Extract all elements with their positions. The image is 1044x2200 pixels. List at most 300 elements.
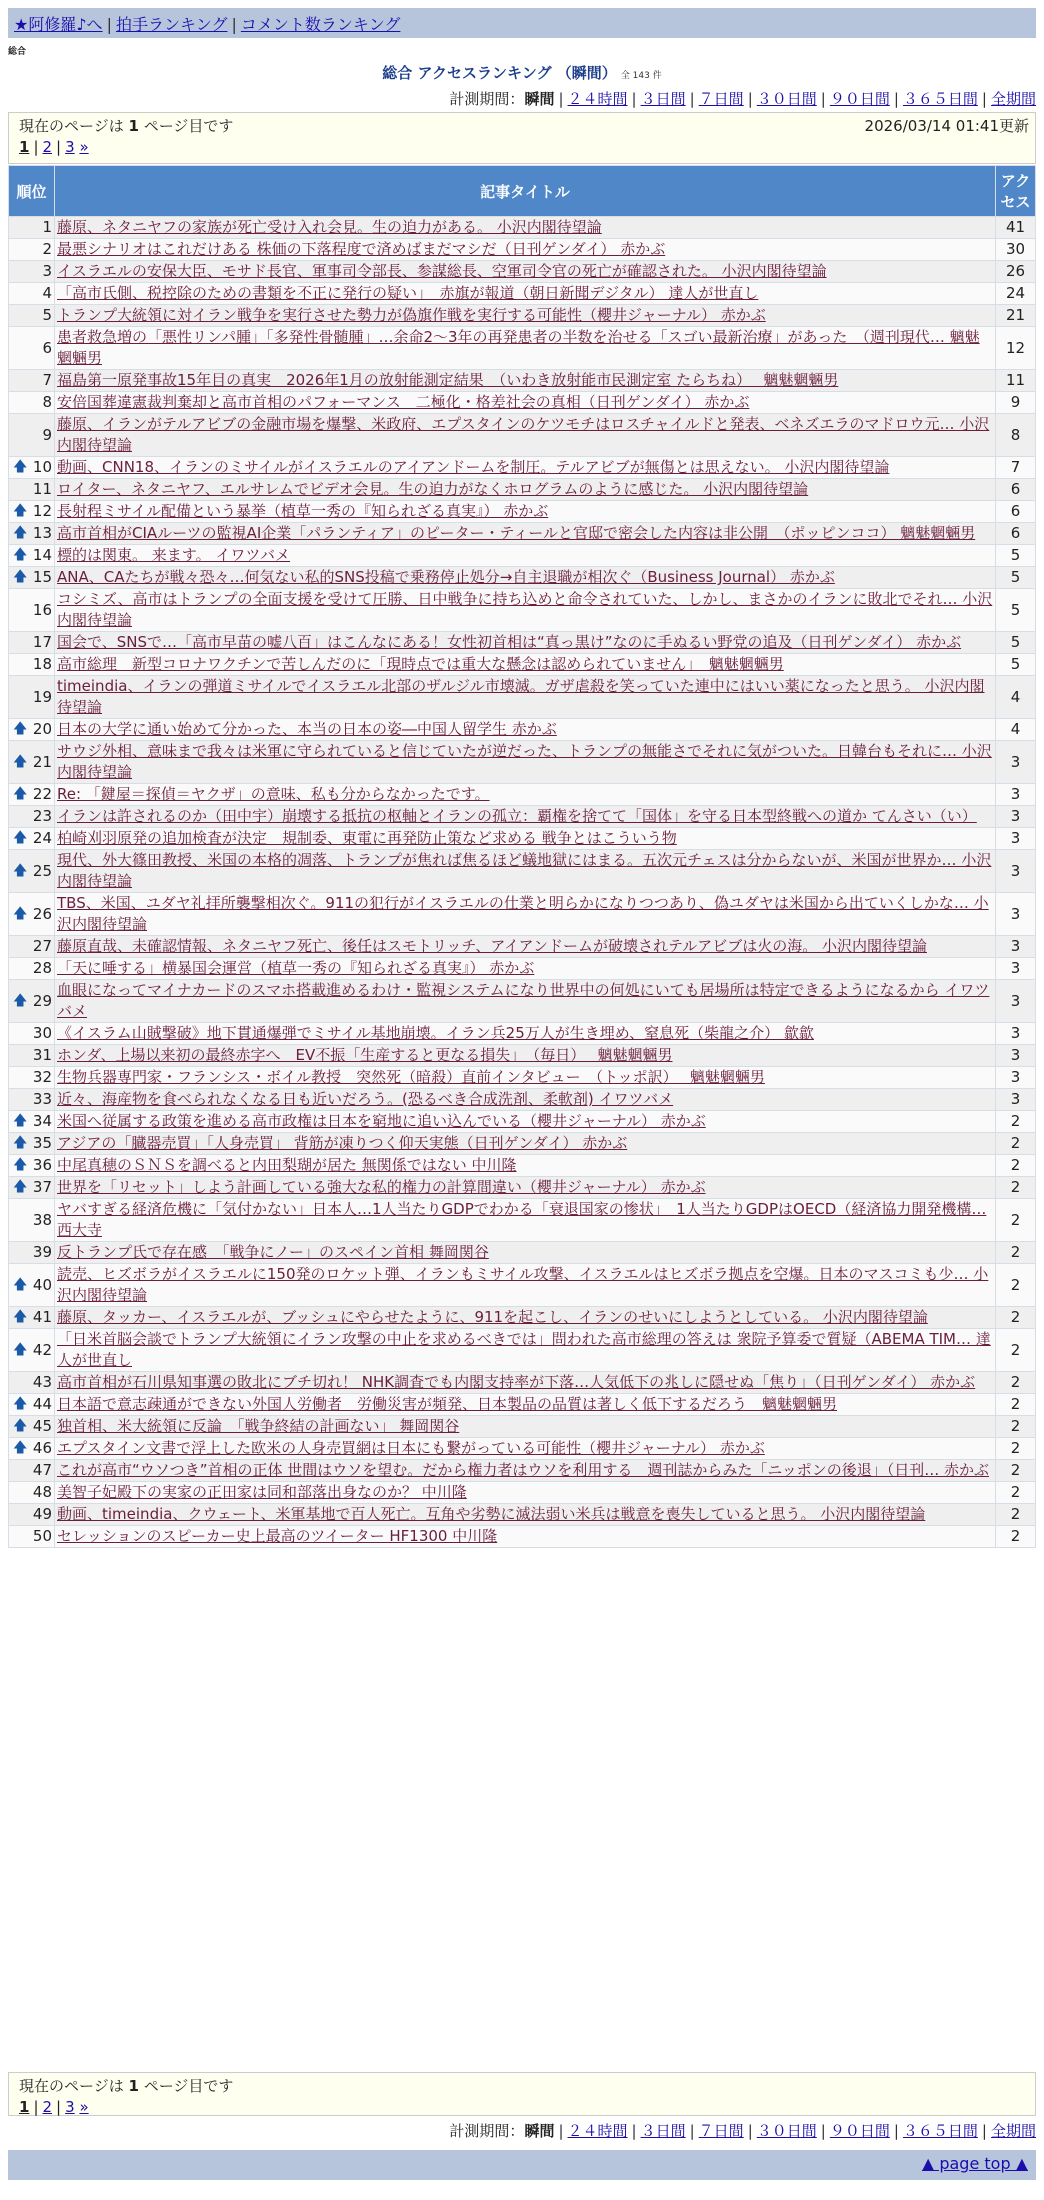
article-link[interactable]: TBS、米国、ユダヤ礼拝所襲撃相次ぐ。911の犯行がイスラエルの仕業と明らかになりつつあり、偽ユダヤは米国から出ていくしかな… 小沢内閣待望論 (57, 894, 989, 933)
rank-cell (9, 545, 55, 567)
rank-cell (9, 1023, 55, 1045)
period-link-all[interactable]: 全期間 (990, 2122, 1036, 2140)
access-count: 2 (996, 1155, 1036, 1177)
rank-number: 38 (32, 1210, 52, 1229)
title-cell (55, 567, 996, 589)
rank-number: 31 (32, 1046, 52, 1064)
rank-cell (9, 1482, 55, 1504)
title-cell (55, 850, 996, 893)
title-cell (55, 893, 996, 936)
rank-up-arrow-icon: 🡅 (13, 503, 28, 519)
table-row (9, 1482, 1036, 1504)
article-link[interactable]: コシミズ、高市はトランプの全面支援を受けて圧勝、日中戦争に持ち込めと命令されていた、しかし、まさかのイランに敗北でそれ… 小沢内閣待望論 (57, 590, 993, 629)
rank-number: 23 (32, 807, 52, 825)
article-link[interactable]: 生物兵器専門家・フランシス・ボイル教授 突然死（暗殺）直前インタビュー （トッポ訳） 魑魅魍魎男 (57, 1068, 765, 1086)
title-cell (55, 1307, 996, 1329)
rank-cell (9, 1438, 55, 1460)
table-row (9, 828, 1036, 850)
rank-cell (9, 523, 55, 545)
rank-number: 50 (32, 1527, 52, 1545)
rank-cell (9, 1089, 55, 1111)
rank-number: 45 (32, 1417, 52, 1435)
rank-cell (9, 1460, 55, 1482)
access-count: 2 (996, 1199, 1036, 1242)
table-row (9, 806, 1036, 828)
article-link[interactable]: セレッションのスピーカー史上最高のツイーター HF1300 中川隆 (57, 1527, 498, 1545)
article-link[interactable]: 独首相、米大統領に反論 「戦争終結の計画ない」 舞岡関谷 (57, 1417, 460, 1435)
rank-up-arrow-icon: 🡅 (13, 992, 28, 1009)
table-row (9, 1504, 1036, 1526)
article-link[interactable]: ANA、CAたちが戦々恐々…何気ない私的SNS投稿で乗務停止処分→自主退職が相次ぐ（Business Journal） 赤かぶ (57, 568, 835, 586)
article-link[interactable]: 動画、CNN18、イランのミサイルがイスラエルのアイアンドームを制圧。テルアビブが無傷とは思えない。 小沢内閣待望論 (57, 458, 890, 476)
rank-cell (9, 589, 55, 632)
rank-cell (9, 1177, 55, 1199)
rank-number: 25 (32, 861, 52, 880)
table-row (9, 1438, 1036, 1460)
title-cell (55, 1111, 996, 1133)
article-link[interactable]: 「高市氏側、税控除のための書類を不正に発行の疑い」 赤旗が報道（朝日新聞デジタル） 達人が世直し (57, 284, 759, 302)
access-count: 3 (996, 784, 1036, 806)
article-link[interactable]: エプスタイン文書で浮上した欧米の人身売買網は日本にも繋がっている可能性（櫻井ジャーナル） 赤かぶ (57, 1439, 765, 1457)
access-count: 2 (996, 1438, 1036, 1460)
rank-up-arrow-icon: 🡅 (13, 547, 28, 563)
rank-number: 30 (32, 1024, 52, 1042)
page-current: 1 (19, 138, 30, 156)
page-current: 1 (19, 2098, 30, 2116)
article-link[interactable]: イスラエルの安保大臣、モサド長官、軍事司令部長、参謀総長、空軍司令官の死亡が確認された。 小沢内閣待望論 (57, 262, 827, 280)
rank-cell (9, 479, 55, 501)
table-row (9, 479, 1036, 501)
period-link-90d[interactable]: ９０日間 (829, 90, 890, 108)
table-row (9, 936, 1036, 958)
title-cell (55, 414, 996, 457)
rank-up-arrow-icon: 🡅 (13, 1396, 28, 1412)
page-info-bottom (8, 2072, 1036, 2116)
rank-number: 46 (32, 1439, 52, 1457)
rank-up-arrow-icon: 🡅 (13, 753, 28, 770)
rank-number: 49 (32, 1505, 52, 1523)
rank-number: 21 (32, 752, 52, 771)
article-link[interactable]: 藤原、イランがテルアビブの金融市場を爆撃、米政府、エプスタインのケツモチはロスチャイルドと発表、ベネズエラのマドロウ元… 小沢内閣待望論 (57, 415, 990, 454)
access-count: 2 (996, 1460, 1036, 1482)
article-link[interactable]: 国会で、SNSで…「高市早苗の嘘八百」はこんなにある！女性初首相は“真っ黒け”なのに手ぬるい野党の追及（日刊ゲンダイ） 赤かぶ (57, 633, 962, 651)
page-next-link[interactable]: » (79, 138, 89, 156)
access-count: 24 (996, 283, 1036, 305)
table-row (9, 1460, 1036, 1482)
rank-up-arrow-icon: 🡅 (13, 569, 28, 585)
article-link[interactable]: 「日米首脳会談でトランプ大統領にイラン攻撃の中止を求めるべきでは」問われた高市総理の答えは 衆院予算委で質疑（ABEMA TIM… 達人が世直し (57, 1330, 991, 1369)
rank-up-arrow-icon: 🡅 (13, 1113, 28, 1129)
rank-up-arrow-icon: 🡅 (13, 1341, 28, 1358)
access-count: 2 (996, 1307, 1036, 1329)
article-link[interactable]: 反トランプ氏で存在感 「戦争にノー」のスペイン首相 舞岡関谷 (57, 1243, 489, 1261)
access-count: 21 (996, 305, 1036, 327)
table-row (9, 676, 1036, 719)
title-cell (55, 1177, 996, 1199)
footer-bar (8, 2150, 1036, 2180)
rank-number: 27 (32, 937, 52, 955)
article-link[interactable]: イランは許されるのか（田中宇）崩壊する抵抗の枢軸とイランの孤立：覇権を捨てて「国体」を守る日本型終戦への道か てんさい（い） (57, 807, 977, 825)
access-count: 6 (996, 501, 1036, 523)
rank-number: 15 (32, 568, 52, 586)
title-cell (55, 1504, 996, 1526)
article-link[interactable]: サウジ外相、意味まで我々は米軍に守られていると信じていたが逆だった、トランプの無能さでそれに気がついた。日韓台もそれに… 小沢内閣待望論 (57, 742, 992, 781)
article-link[interactable]: アジアの「臓器売買」「人身売買」 背筋が凍りつく仰天実態（日刊ゲンダイ） 赤かぶ (57, 1134, 628, 1152)
article-link[interactable]: 血眼になってマイナカードのスマホ搭載進めるわけ・監視システムになり世界中の何処にいても居場所は特定できるようになるから イワツバメ (57, 981, 990, 1020)
rank-cell (9, 1067, 55, 1089)
rank-number: 6 (42, 338, 52, 357)
article-link[interactable]: トランプ大統領に対イラン戦争を実行させた勢力が偽旗作戦を実行する可能性（櫻井ジャーナル） 赤かぶ (57, 306, 766, 324)
rank-cell (9, 1199, 55, 1242)
access-count: 2 (996, 1264, 1036, 1307)
table-row (9, 893, 1036, 936)
rank-number: 44 (32, 1395, 52, 1413)
access-count: 2 (996, 1133, 1036, 1155)
table-row (9, 1067, 1036, 1089)
title-cell (55, 1045, 996, 1067)
rank-up-arrow-icon: 🡅 (13, 905, 28, 922)
rank-cell (9, 261, 55, 283)
rank-number: 32 (32, 1068, 52, 1086)
title-cell (55, 589, 996, 632)
rank-number: 5 (42, 306, 52, 324)
article-link[interactable]: 日本語で意志疎通ができない外国人労働者 労働災害が頻発、日本製品の品質は著しく低下するだろう 魑魅魍魎男 (57, 1395, 838, 1413)
table-row (9, 850, 1036, 893)
pagination: 1 | 2 | 3 » (19, 138, 89, 156)
table-row (9, 719, 1036, 741)
rank-cell (9, 457, 55, 479)
access-count: 5 (996, 567, 1036, 589)
separator: | (231, 15, 237, 34)
access-count: 2 (996, 1504, 1036, 1526)
rank-number: 39 (32, 1243, 52, 1261)
table-row (9, 1155, 1036, 1177)
rank-number: 14 (32, 546, 52, 564)
rank-number: 18 (32, 655, 52, 673)
period-link-3d[interactable]: ３日間 (640, 2122, 686, 2140)
rank-number: 43 (32, 1373, 52, 1391)
article-link[interactable]: 長射程ミサイル配備という暴挙（植草一秀の『知られざる真実』） 赤かぶ (57, 502, 549, 520)
title-cell (55, 1416, 996, 1438)
access-count: 3 (996, 1067, 1036, 1089)
article-link[interactable]: ロイター、ネタニヤフ、エルサレムでビデオ会見。生の迫力がなくホログラムのように感じた。 小沢内閣待望論 (57, 480, 809, 498)
article-link[interactable]: 高市首相がCIAルーツの監視AI企業「パランティア」のピーター・ティールと官邸で密会した内容は非公開 （ポッピンココ） 魑魅魍魎男 (57, 524, 976, 542)
access-count: 2 (996, 1111, 1036, 1133)
table-row (9, 654, 1036, 676)
title-cell (55, 654, 996, 676)
article-link[interactable]: 福島第一原発事故15年目の真実 2026年1月の放射能測定結果 （いわき放射能市民測定室 たらちね） 魑魅魍魎男 (57, 371, 839, 389)
rank-cell (9, 741, 55, 784)
article-link[interactable]: 標的は関東。 来ます。 イワツバメ (57, 546, 291, 564)
article-link[interactable]: 読売、ヒズボラがイスラエルに150発のロケット弾、イランもミサイル攻撃、イスラエルはヒズボラ拠点を空爆。日本のマスコミも少… 小沢内閣待望論 (57, 1265, 989, 1304)
rank-cell (9, 632, 55, 654)
rank-number: 28 (32, 959, 52, 977)
access-count: 5 (996, 654, 1036, 676)
period-label: 計測期間： (449, 90, 525, 108)
rank-number: 11 (32, 480, 52, 498)
access-count: 6 (996, 479, 1036, 501)
title-cell (55, 1199, 996, 1242)
rank-up-arrow-icon: 🡅 (13, 862, 28, 879)
table-row (9, 414, 1036, 457)
access-count: 9 (996, 392, 1036, 414)
title-cell (55, 1329, 996, 1372)
access-count: 3 (996, 1089, 1036, 1111)
period-link-7d[interactable]: ７日間 (698, 2122, 744, 2140)
page-link-3[interactable]: 3 (65, 2098, 75, 2116)
article-link[interactable]: 中尾真穂のＳＮＳを調べると内田梨瑚が居た 無関係ではない 中川隆 (57, 1156, 517, 1174)
nav-link-comment-ranking[interactable]: コメント数ランキング (240, 15, 401, 34)
ranking-title: 総合 アクセスランキング （瞬間） (382, 64, 617, 82)
rank-number: 48 (32, 1483, 52, 1501)
title-cell (55, 1482, 996, 1504)
rank-cell (9, 980, 55, 1023)
table-row (9, 741, 1036, 784)
period-current: 瞬間 (524, 2122, 555, 2140)
rank-up-arrow-icon: 🡅 (13, 459, 28, 475)
access-count: 3 (996, 1045, 1036, 1067)
access-count: 12 (996, 327, 1036, 370)
access-count: 2 (996, 1394, 1036, 1416)
rank-number: 1 (42, 218, 52, 236)
article-link[interactable]: 「天に唾する」横暴国会運営（植草一秀の『知られざる真実』） 赤かぶ (57, 959, 535, 977)
nav-link-asyura-home[interactable]: ★阿修羅♪へ (14, 15, 103, 34)
table-row (9, 1526, 1036, 1548)
title-cell (55, 958, 996, 980)
period-link-7d[interactable]: ７日間 (698, 90, 744, 108)
title-cell (55, 741, 996, 784)
rank-cell (9, 850, 55, 893)
table-row (9, 239, 1036, 261)
table-row (9, 501, 1036, 523)
rank-cell (9, 217, 55, 239)
rank-number: 13 (32, 524, 52, 542)
period-link-all[interactable]: 全期間 (990, 90, 1036, 108)
rank-up-arrow-icon: 🡅 (13, 1440, 28, 1456)
access-count: 26 (996, 261, 1036, 283)
period-link-365d[interactable]: ３６５日間 (902, 2122, 978, 2140)
rank-number: 16 (32, 600, 52, 619)
period-link-24h[interactable]: ２４時間 (567, 2122, 628, 2140)
table-row (9, 457, 1036, 479)
article-link[interactable]: timeindia、イランの弾道ミサイルでイスラエル北部のザルジル市壊滅。ガザ虐殺を笑っていた連中にはいい薬になったと思う。 小沢内閣待望論 (57, 677, 985, 716)
table-header-row (9, 166, 1036, 217)
access-count: 2 (996, 1482, 1036, 1504)
title-cell (55, 1242, 996, 1264)
access-count: 7 (996, 457, 1036, 479)
article-link[interactable]: 米国へ従属する政策を進める高市政権は日本を窮地に追い込んでいる（櫻井ジャーナル） 赤かぶ (57, 1112, 706, 1130)
article-link[interactable]: 柏崎刈羽原発の追加検査が決定 規制委、東電に再発防止策など求める 戦争とはこういう物 (57, 829, 677, 847)
rank-cell (9, 828, 55, 850)
rank-up-arrow-icon: 🡅 (13, 1157, 28, 1173)
article-link[interactable]: ホンダ、上場以来初の最終赤字へ EV不振「生産すると更なる損失」 （毎日） 魑魅魍魎男 (57, 1046, 673, 1064)
article-link[interactable]: 美智子妃殿下の実家の正田家は同和部落出身なのか？ 中川隆 (57, 1483, 467, 1501)
access-count: 5 (996, 589, 1036, 632)
rank-number: 9 (42, 425, 52, 444)
article-link[interactable]: 世界を「リセット」しよう計画している強大な私的権力の計算間違い（櫻井ジャーナル） 赤かぶ (57, 1178, 706, 1196)
table-row (9, 1307, 1036, 1329)
title-cell (55, 784, 996, 806)
rank-cell (9, 1264, 55, 1307)
rank-cell (9, 305, 55, 327)
rank-cell (9, 654, 55, 676)
article-link[interactable]: Re: 「鍵屋＝探偵＝ヤクザ」の意味、私も分からなかったです。 (57, 785, 490, 803)
article-link[interactable]: 患者救急増の「悪性リンパ腫」「多発性骨髄腫」…余命2～3年の再発患者の半数を治せる「スゴい最新治療」があった （週刊現代… 魑魅魍魎男 (57, 328, 980, 367)
rank-number: 12 (32, 502, 52, 520)
current-page-text: 現在のページは 1 ページ目です (19, 2077, 234, 2095)
period-link-365d[interactable]: ３６５日間 (902, 90, 978, 108)
period-link-90d[interactable]: ９０日間 (829, 2122, 890, 2140)
pagination: 1 | 2 | 3 » (19, 2098, 89, 2116)
access-count: 3 (996, 893, 1036, 936)
table-row (9, 980, 1036, 1023)
title-cell (55, 392, 996, 414)
rank-cell (9, 283, 55, 305)
title-cell (55, 479, 996, 501)
table-row (9, 1111, 1036, 1133)
title-cell (55, 980, 996, 1023)
page-link-3[interactable]: 3 (65, 138, 75, 156)
article-link[interactable]: 日本の大学に通い始めて分かった、本当の日本の姿―中国人留学生 赤かぶ (57, 720, 557, 738)
rank-number: 2 (42, 240, 52, 258)
table-row (9, 1329, 1036, 1372)
table-row (9, 784, 1036, 806)
title-cell (55, 1089, 996, 1111)
period-current: 瞬間 (524, 90, 555, 108)
table-row (9, 958, 1036, 980)
title-cell (55, 1394, 996, 1416)
total-count: 全 143 件 (620, 71, 662, 81)
access-count: 3 (996, 936, 1036, 958)
rank-cell (9, 1133, 55, 1155)
rank-cell (9, 893, 55, 936)
title-cell (55, 1133, 996, 1155)
table-row (9, 305, 1036, 327)
page-info-top (8, 112, 1036, 164)
access-count: 2 (996, 1242, 1036, 1264)
rank-cell (9, 327, 55, 370)
title-cell (55, 828, 996, 850)
title-cell (55, 523, 996, 545)
table-row (9, 1242, 1036, 1264)
rank-cell (9, 392, 55, 414)
table-row (9, 1199, 1036, 1242)
article-link[interactable]: 藤原、ネタニヤフの家族が死亡受け入れ会見。生の迫力がある。 小沢内閣待望論 (57, 218, 602, 236)
title-cell (55, 501, 996, 523)
article-link[interactable]: 《イスラム山賊撃破》地下貫通爆弾でミサイル基地崩壊。イラン兵25万人が生き埋め、窒息死（柴龍之介） 歙歙 (57, 1024, 814, 1042)
rank-cell (9, 567, 55, 589)
period-link-24h[interactable]: ２４時間 (567, 90, 628, 108)
rank-cell (9, 414, 55, 457)
article-link[interactable]: 安倍国葬違憲裁判棄却と高市首相のパフォーマンス 二極化・格差社会の真相（日刊ゲンダイ） 赤かぶ (57, 393, 750, 411)
rank-cell (9, 1526, 55, 1548)
table-row (9, 1023, 1036, 1045)
table-row (9, 523, 1036, 545)
rank-cell (9, 1155, 55, 1177)
current-page-text: 現在のページは 1 ページ目です (19, 117, 234, 135)
table-row (9, 1133, 1036, 1155)
rank-number: 7 (42, 371, 52, 389)
period-link-30d[interactable]: ３０日間 (756, 2122, 817, 2140)
title-cell (55, 1372, 996, 1394)
title-cell (55, 1460, 996, 1482)
rank-up-arrow-icon: 🡅 (13, 721, 28, 737)
rank-cell (9, 958, 55, 980)
rank-number: 36 (32, 1156, 52, 1174)
table-row (9, 1089, 1036, 1111)
access-count: 11 (996, 370, 1036, 392)
access-count: 5 (996, 632, 1036, 654)
table-row (9, 567, 1036, 589)
period-link-3d[interactable]: ３日間 (640, 90, 686, 108)
access-count: 6 (996, 523, 1036, 545)
access-count: 2 (996, 1329, 1036, 1372)
article-link[interactable]: 最悪シナリオはこれだけある 株価の下落程度で済めばまだマシだ（日刊ゲンダイ） 赤かぶ (57, 240, 666, 258)
table-row (9, 327, 1036, 370)
access-count: 5 (996, 545, 1036, 567)
article-link[interactable]: これが高市“ウソつき”首相の正体 世間はウソを望む。だから権力者はウソを利用する 週刊誌からみた「ニッポンの後退」（日刊… 赤かぶ (57, 1461, 989, 1479)
nav-link-applause-ranking[interactable]: 拍手ランキング (115, 15, 228, 34)
rank-number: 29 (32, 991, 52, 1010)
article-link[interactable]: 高市総理 新型コロナワクチンで苦しんだのに「現時点では重大な懸念は認められていません」 魑魅魍魎男 (57, 655, 784, 673)
header-title: 記事タイトル (55, 166, 996, 217)
rank-cell (9, 501, 55, 523)
access-count: 3 (996, 1023, 1036, 1045)
article-link[interactable]: 動画、timeindia、クウェート、米軍基地で百人死亡。互角や劣勢に滅法弱い米兵は戦意を喪失していると思う。 小沢内閣待望論 (57, 1505, 926, 1523)
article-link[interactable]: 現代、外大篠田教授、米国の本格的凋落、トランプが焦れば焦るほど蟻地獄にはまる。五次元チェスは分からないが、米国が世界か… 小沢内閣待望論 (57, 851, 992, 890)
page-top-link[interactable]: ▲ page top ▲ (921, 2154, 1028, 2173)
title-cell (55, 1067, 996, 1089)
page-link-2[interactable]: 2 (42, 2098, 53, 2116)
rank-up-arrow-icon: 🡅 (13, 1135, 28, 1151)
table-row (9, 370, 1036, 392)
access-count: 3 (996, 850, 1036, 893)
period-selector-top: 計測期間：瞬間 | ２４時間 | ３日間 | ７日間 | ３０日間 | ９０日間 | ３６５日間 | 全期間 (449, 90, 1036, 108)
rank-up-arrow-icon: 🡅 (13, 1179, 28, 1195)
rank-number: 3 (42, 262, 52, 280)
article-link[interactable]: 藤原、タッカー、イスラエルが、ブッシュにやらせたように、911を起こし、イランのせいにしようとしている。 小沢内閣待望論 (57, 1308, 928, 1326)
rank-cell (9, 370, 55, 392)
access-count: 3 (996, 806, 1036, 828)
article-link[interactable]: 藤原直哉、未確認情報、ネタニヤフ死亡、後任はスモトリッチ、アイアンドームが破壊されテルアビブは火の海。 小沢内閣待望論 (57, 937, 927, 955)
rank-number: 26 (32, 904, 52, 923)
access-count: 2 (996, 1372, 1036, 1394)
rank-cell (9, 1045, 55, 1067)
title-cell (55, 936, 996, 958)
page-next-link[interactable]: » (79, 2098, 89, 2116)
rank-up-arrow-icon: 🡅 (13, 786, 28, 802)
article-link[interactable]: 近々、海産物を食べられなくなる日も近いだろう。(恐るべき合成洗剤、柔軟剤) イワツバメ (57, 1090, 674, 1108)
rank-cell (9, 1416, 55, 1438)
header-rank: 順位 (9, 166, 55, 217)
title-cell (55, 1155, 996, 1177)
rank-number: 20 (32, 720, 52, 738)
rank-number: 22 (32, 785, 52, 803)
period-link-30d[interactable]: ３０日間 (756, 90, 817, 108)
article-link[interactable]: ヤバすぎる経済危機に「気付かない」日本人…1人当たりGDPでわかる「衰退国家の惨状」 1人当たりGDPはOECD（経済協力開発機構… 西大寺 (57, 1200, 987, 1239)
access-count: 41 (996, 217, 1036, 239)
updated-timestamp: 2026/03/14 01:41更新 (864, 117, 1029, 135)
rank-number: 19 (32, 687, 52, 706)
access-count: 2 (996, 1526, 1036, 1548)
rank-number: 40 (32, 1275, 52, 1294)
title-cell (55, 632, 996, 654)
page-link-2[interactable]: 2 (42, 138, 53, 156)
title-cell (55, 370, 996, 392)
rank-up-arrow-icon: 🡅 (13, 1418, 28, 1434)
article-link[interactable]: 高市首相が石川県知事選の敗北にブチ切れ！ NHK調査でも内閣支持率が下落…人気低下の兆しに隠せぬ「焦り」（日刊ゲンダイ） 赤かぶ (57, 1373, 976, 1391)
rank-cell (9, 1372, 55, 1394)
